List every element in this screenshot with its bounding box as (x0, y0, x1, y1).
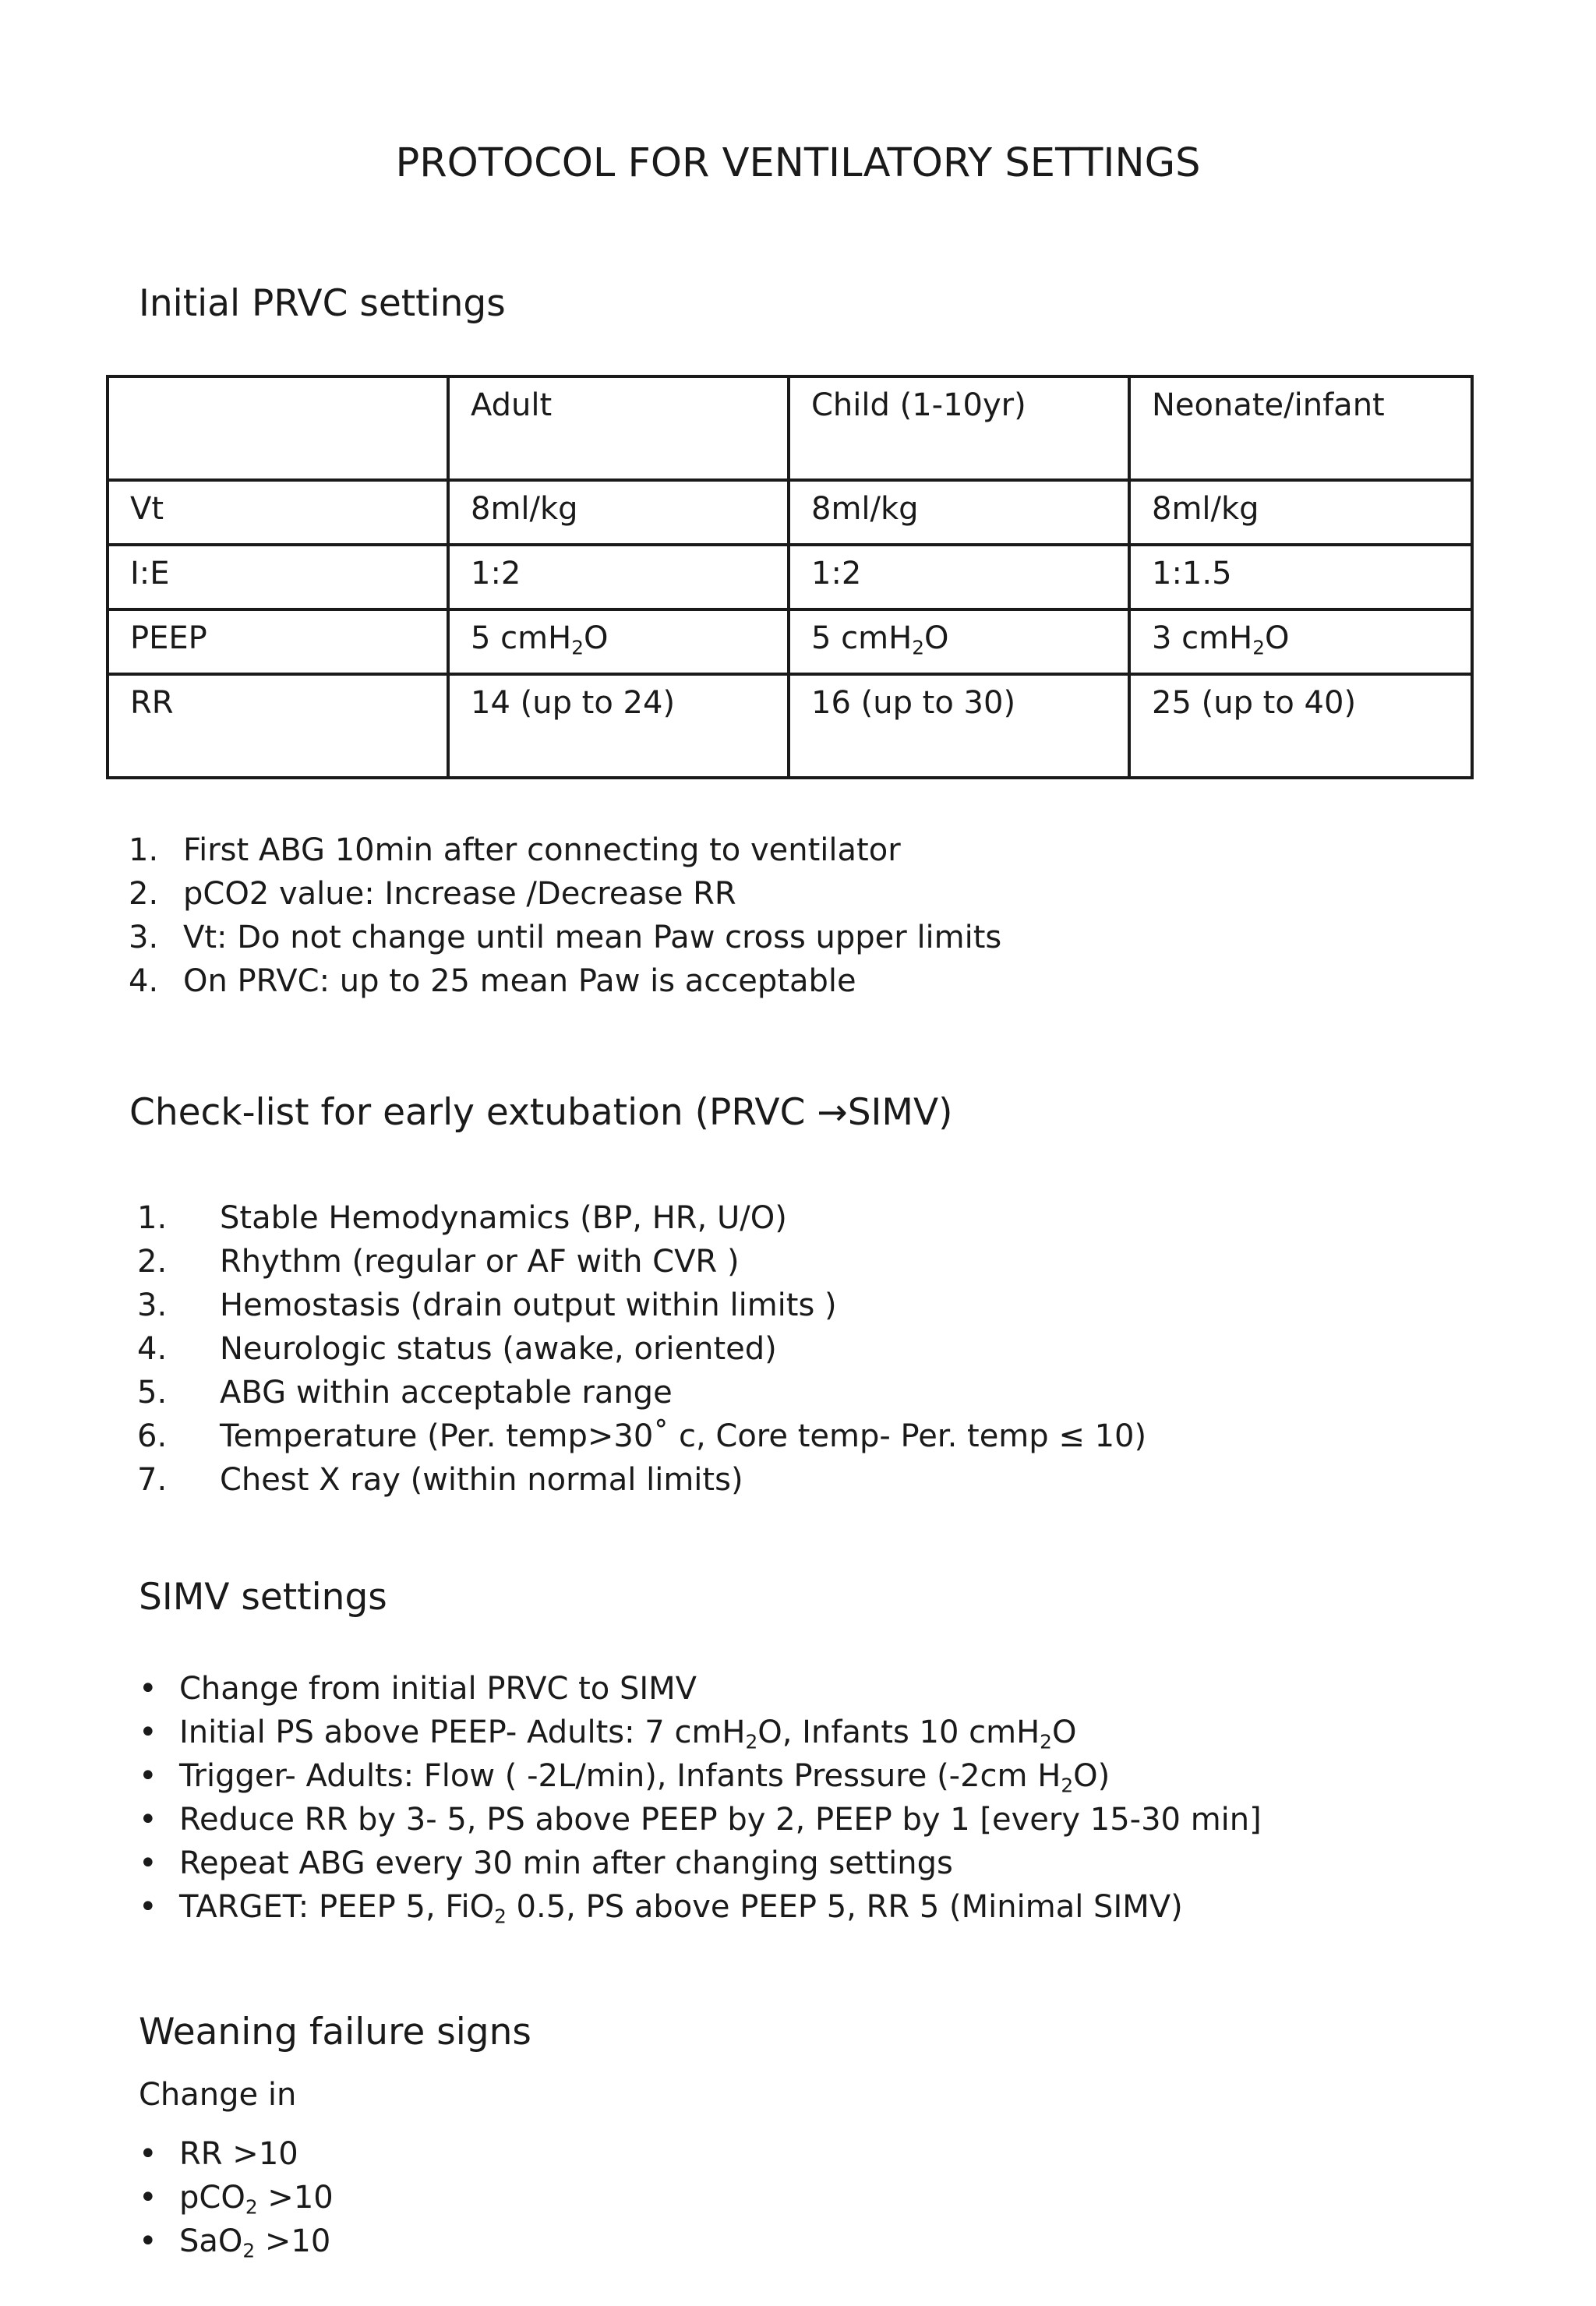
table-cell: 8ml/kg (789, 480, 1129, 545)
bullet-icon: • (139, 1845, 157, 1881)
table-header-cell (108, 376, 448, 480)
table-cell: 1:2 (789, 545, 1129, 609)
row-label: I:E (108, 545, 448, 609)
table-cell: 3 cmH$_2$O (1129, 609, 1472, 674)
page-title: PROTOCOL FOR VENTILATORY SETTINGS (395, 140, 1201, 186)
table-cell: 8ml/kg (1129, 480, 1472, 545)
table-row (108, 545, 1472, 609)
table-header-cell: Child (1-10yr) (789, 376, 1129, 480)
table-row (108, 480, 1472, 545)
bullet-icon: • (139, 1714, 157, 1750)
bullet-icon: • (139, 1758, 157, 1794)
table-header-row (108, 376, 1472, 480)
table-cell: 14 (up to 24) (448, 674, 789, 778)
checklist-heading: Check-list for early extubation (PRVC →SIMV) (129, 1091, 953, 1134)
bullet-icon: • (139, 1671, 157, 1707)
table-header-cell: Neonate/infant (1129, 376, 1472, 480)
table-row (108, 609, 1472, 674)
bullet-icon: • (139, 2180, 157, 2216)
table-cell: 25 (up to 40) (1129, 674, 1472, 778)
bullet-icon: • (139, 1889, 157, 1925)
bullet-icon: • (139, 1802, 157, 1838)
bullet-icon: • (139, 2136, 157, 2172)
weaning-heading: Weaning failure signs (139, 2011, 531, 2054)
row-label: PEEP (108, 609, 448, 674)
table-cell: 1:1.5 (1129, 545, 1472, 609)
table-row (108, 674, 1472, 778)
weaning-intro: Change in (139, 2077, 297, 2113)
table-cell: 5 cmH$_2$O (448, 609, 789, 674)
table-cell: 16 (up to 30) (789, 674, 1129, 778)
table-cell: 8ml/kg (448, 480, 789, 545)
row-label: RR (108, 674, 448, 778)
bullet-icon: • (139, 2223, 157, 2259)
row-label: Vt (108, 480, 448, 545)
table-header-cell: Adult (448, 376, 789, 480)
simv-heading: SIMV settings (139, 1576, 387, 1619)
table-cell: 1:2 (448, 545, 789, 609)
table-cell: 5 cmH$_2$O (789, 609, 1129, 674)
prvc-heading: Initial PRVC settings (139, 282, 506, 325)
prvc-settings-table (106, 375, 1474, 779)
